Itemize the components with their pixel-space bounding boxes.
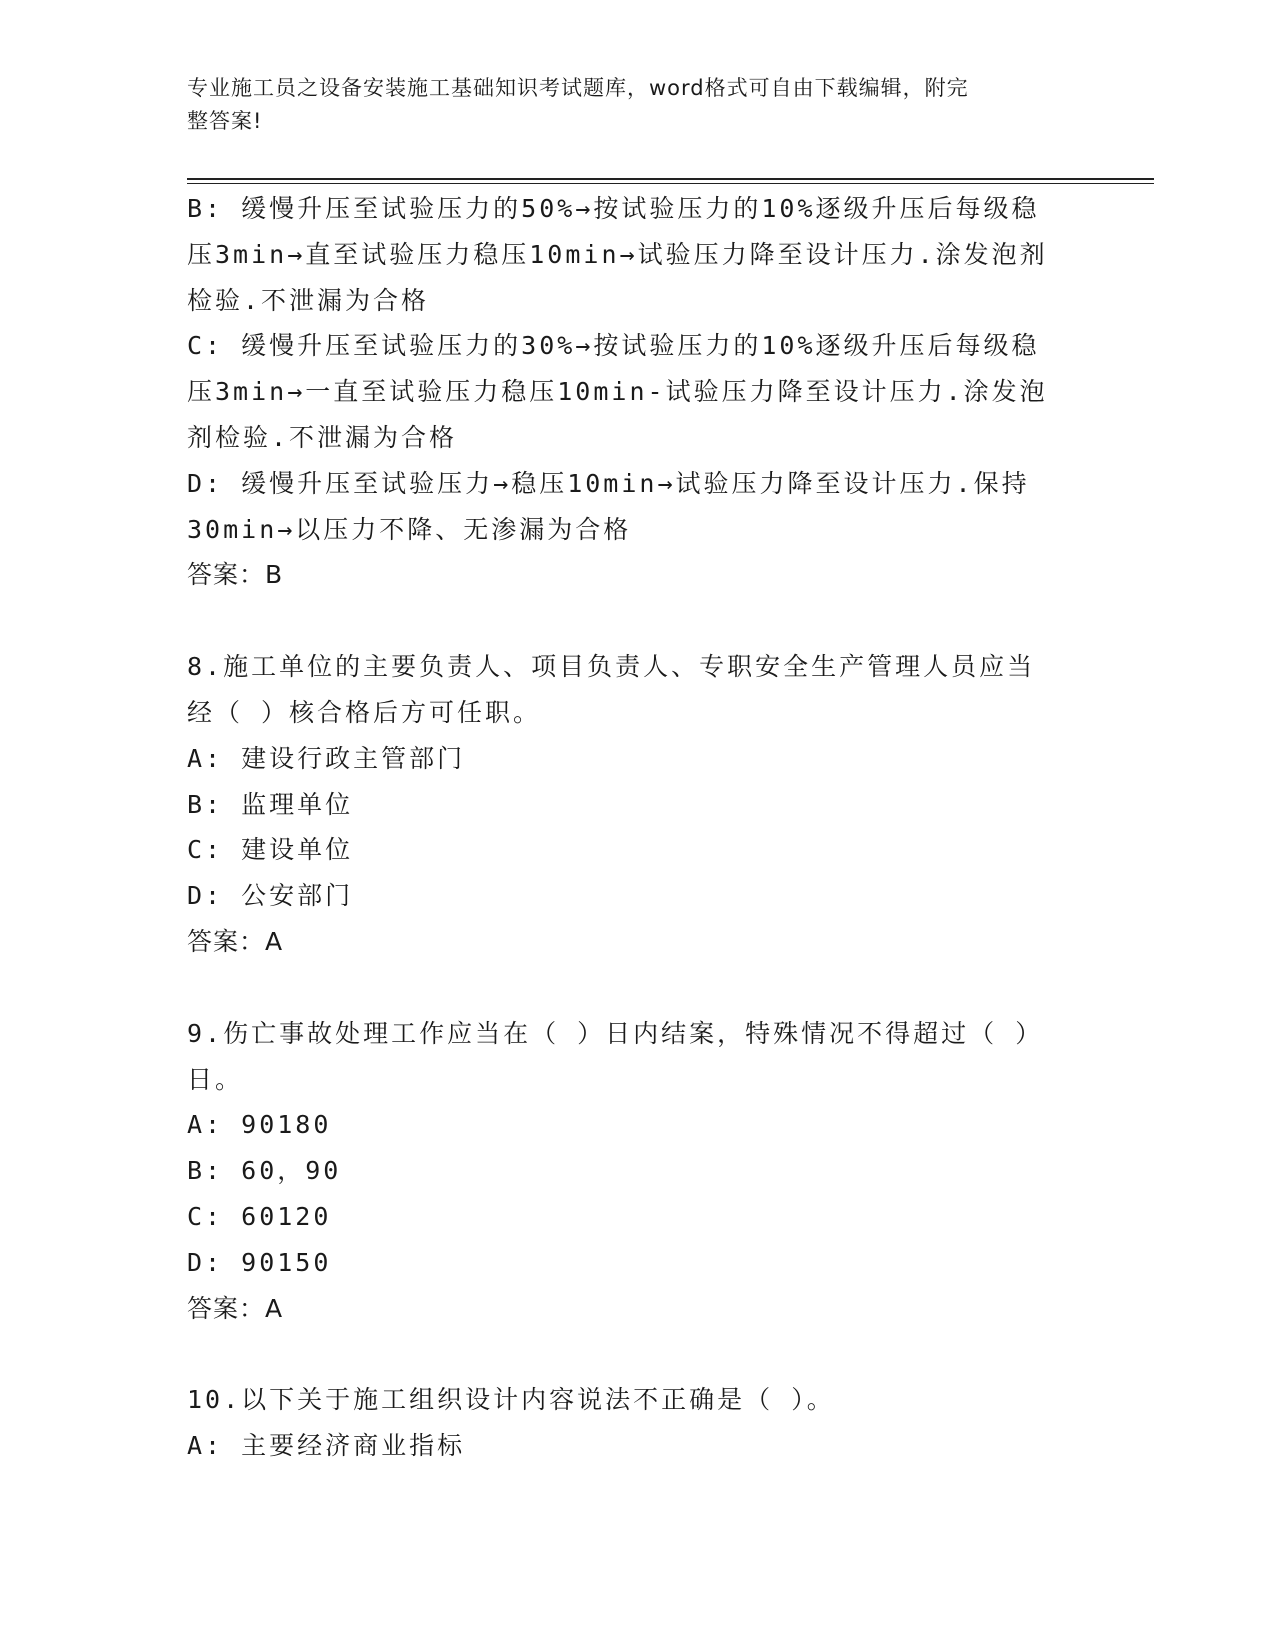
question-8 <box>187 644 1087 965</box>
question-spacer <box>187 598 1087 644</box>
option-c-line-3: 剂检验.不泄漏为合格 <box>187 422 458 452</box>
header-divider-thick <box>187 178 1154 180</box>
option-d-line-2: 30min→以压力不降、无渗漏为合格 <box>187 514 632 544</box>
answer-label: 答案：A <box>187 926 284 956</box>
header-line-2: 整答案! <box>187 109 263 133</box>
option-b-line-1: B: 缓慢升压至试验压力的50%→按试验压力的10%逐级升压后每级稳 <box>187 194 1040 223</box>
question-10 <box>187 1377 1087 1469</box>
option-b-line-2: 压3min→直至试验压力稳压10min→试验压力降至设计压力.涂发泡剂 <box>187 239 1048 269</box>
option-a: A: 主要经济商业指标 <box>187 1431 466 1461</box>
question-stem-line-1: 10.以下关于施工组织设计内容说法不正确是（ ）。 <box>187 1385 835 1415</box>
question-7-continued <box>187 186 1087 598</box>
question-spacer <box>187 1331 1087 1377</box>
header-line-1: 专业施工员之设备安装施工基础知识考试题库，word格式可自由下载编辑，附完 <box>187 76 969 100</box>
option-b-line-3: 检验.不泄漏为合格 <box>187 285 430 315</box>
document-body <box>187 186 1087 1469</box>
option-a: A: 建设行政主管部门 <box>187 743 466 773</box>
question-stem-line-1: 9.伤亡事故处理工作应当在（ ）日内结案，特殊情况不得超过（ ） <box>187 1018 1044 1048</box>
option-d: D: 90150 <box>187 1247 332 1277</box>
answer-label: 答案：B <box>187 560 284 590</box>
option-a: A: 90180 <box>187 1110 332 1140</box>
option-c: C: 60120 <box>187 1201 332 1231</box>
option-c-line-2: 压3min→一直至试验压力稳压10min-试验压力降至设计压力.涂发泡 <box>187 377 1048 407</box>
page-header <box>187 72 1067 138</box>
question-9 <box>187 1011 1087 1332</box>
answer-label: 答案：A <box>187 1293 284 1323</box>
option-c-line-1: C: 缓慢升压至试验压力的30%→按试验压力的10%逐级升压后每级稳 <box>187 331 1040 361</box>
header-divider-thin <box>187 183 1154 184</box>
option-c: C: 建设单位 <box>187 835 354 865</box>
question-stem-line-1: 8.施工单位的主要负责人、项目负责人、专职安全生产管理人员应当 <box>187 652 1036 682</box>
option-d-line-1: D: 缓慢升压至试验压力→稳压10min→试验压力降至设计压力.保持 <box>187 468 1030 498</box>
question-spacer <box>187 965 1087 1011</box>
option-d: D: 公安部门 <box>187 881 354 911</box>
option-b: B: 60，90 <box>187 1156 342 1186</box>
option-b: B: 监理单位 <box>187 789 354 819</box>
question-stem-line-2: 经（ ）核合格后方可任职。 <box>187 697 542 727</box>
question-stem-line-2: 日。 <box>187 1064 244 1094</box>
